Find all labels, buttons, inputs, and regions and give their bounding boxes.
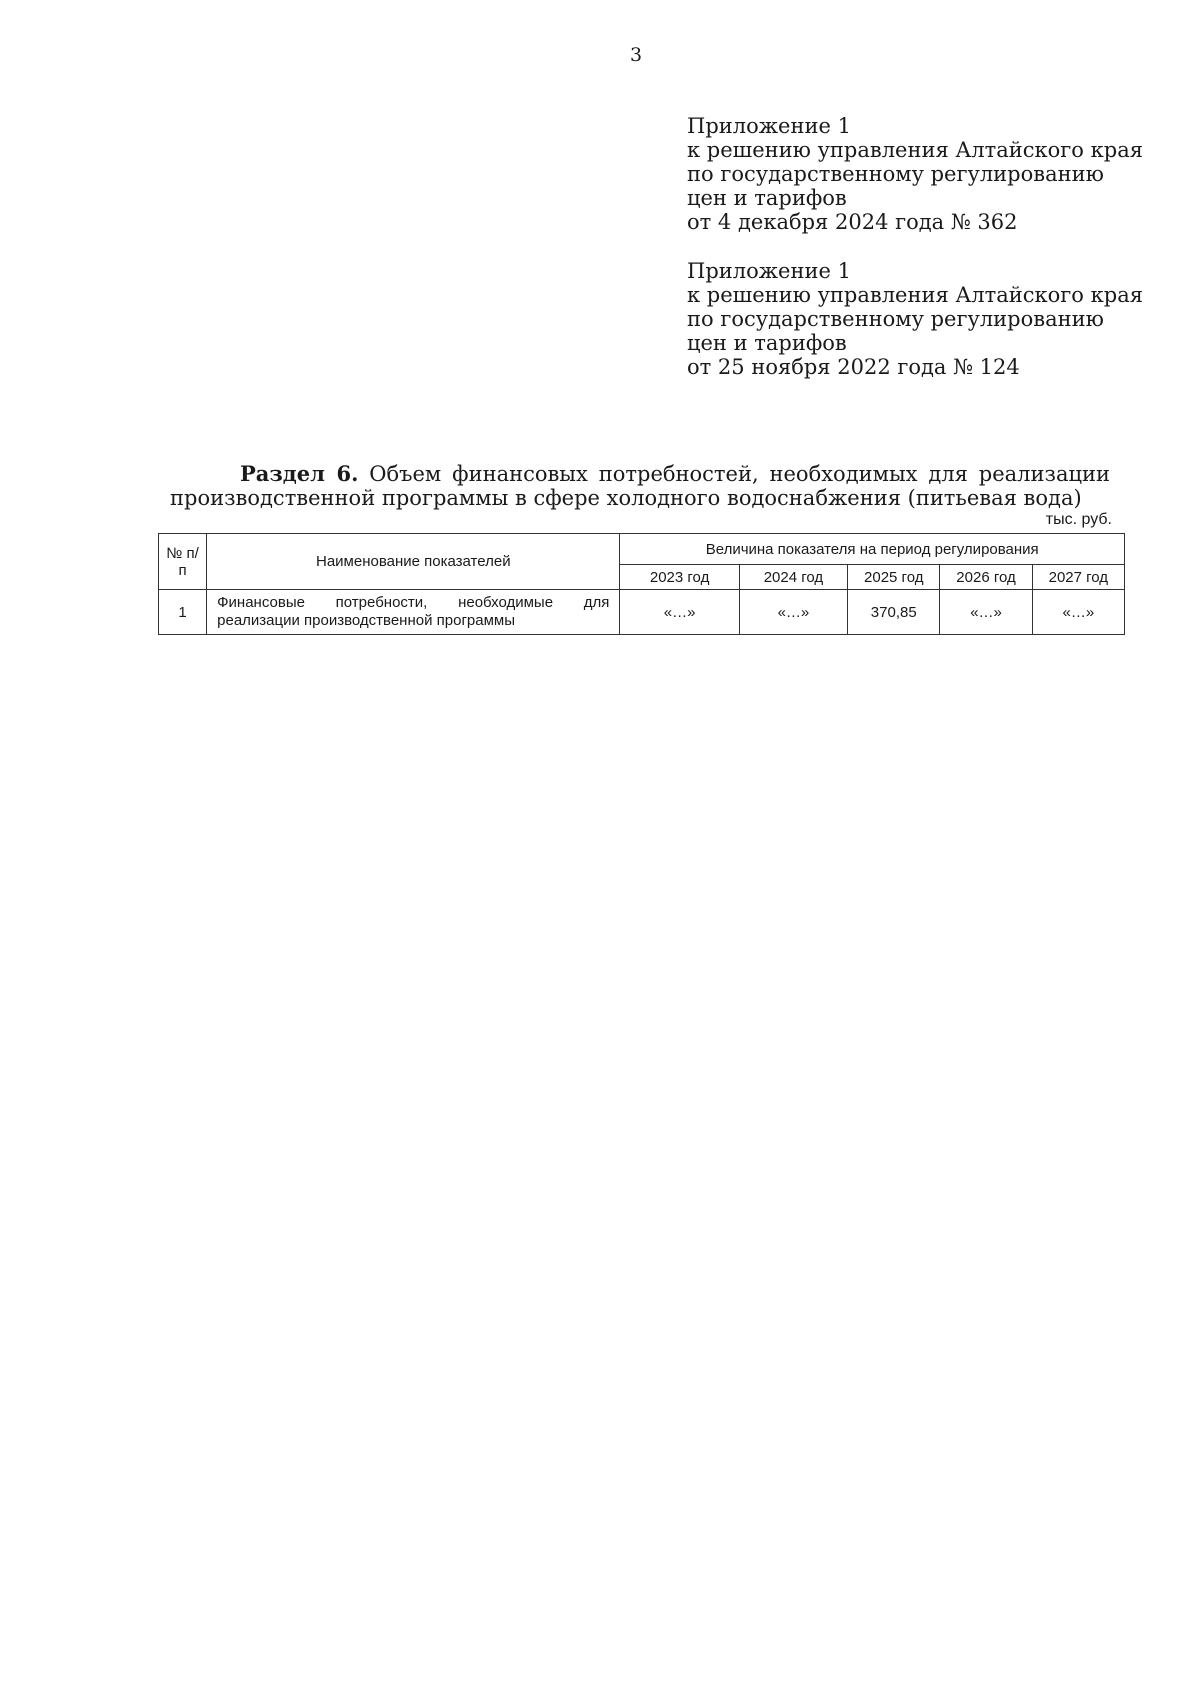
- header-period: Величина показателя на период регулирования: [620, 534, 1125, 565]
- header-year: 2026 год: [940, 565, 1032, 590]
- annex-line: по государственному регулированию: [687, 162, 1104, 186]
- section-heading: [170, 462, 1110, 510]
- header-year: 2023 год: [620, 565, 739, 590]
- section-title-part2: производственной программы в сфере холодного водоснабжения (питьевая вода): [170, 486, 1082, 510]
- annex-line: Приложение 1: [687, 259, 851, 283]
- header-year: 2024 год: [739, 565, 847, 590]
- section-label: Раздел 6.: [240, 461, 359, 486]
- annex-line: по государственному регулированию: [687, 307, 1104, 331]
- annex-line: от 25 ноября 2022 года № 124: [687, 355, 1020, 379]
- annex-line: Приложение 1: [687, 114, 851, 138]
- row-value: 370,85: [848, 590, 940, 635]
- row-value: «…»: [1032, 590, 1124, 635]
- annex-line: цен и тарифов: [687, 331, 847, 355]
- row-number: 1: [159, 590, 207, 635]
- row-value: «…»: [739, 590, 847, 635]
- table-row: [159, 590, 1125, 635]
- header-number: № п/п: [159, 534, 207, 590]
- annex-line: к решению управления Алтайского края: [687, 283, 1143, 307]
- header-year: 2027 год: [1032, 565, 1124, 590]
- row-name: Финансовые потребности, необходимые для реализации производственной программы: [207, 590, 620, 635]
- annex-current: [687, 114, 1143, 234]
- units-label: тыс. руб.: [1045, 511, 1112, 528]
- row-value: «…»: [620, 590, 739, 635]
- section-heading-line1: [170, 462, 1110, 486]
- annex-previous: [687, 259, 1143, 379]
- header-year: 2025 год: [848, 565, 940, 590]
- section-title-part1: Объем финансовых потребностей, необходимых для реализации: [369, 462, 1110, 486]
- header-name: Наименование показателей: [207, 534, 620, 590]
- annex-line: цен и тарифов: [687, 186, 847, 210]
- page-number: 3: [630, 44, 643, 66]
- financial-needs-table: [158, 533, 1125, 635]
- annex-line: от 4 декабря 2024 года № 362: [687, 210, 1018, 234]
- annex-line: к решению управления Алтайского края: [687, 138, 1143, 162]
- row-value: «…»: [940, 590, 1032, 635]
